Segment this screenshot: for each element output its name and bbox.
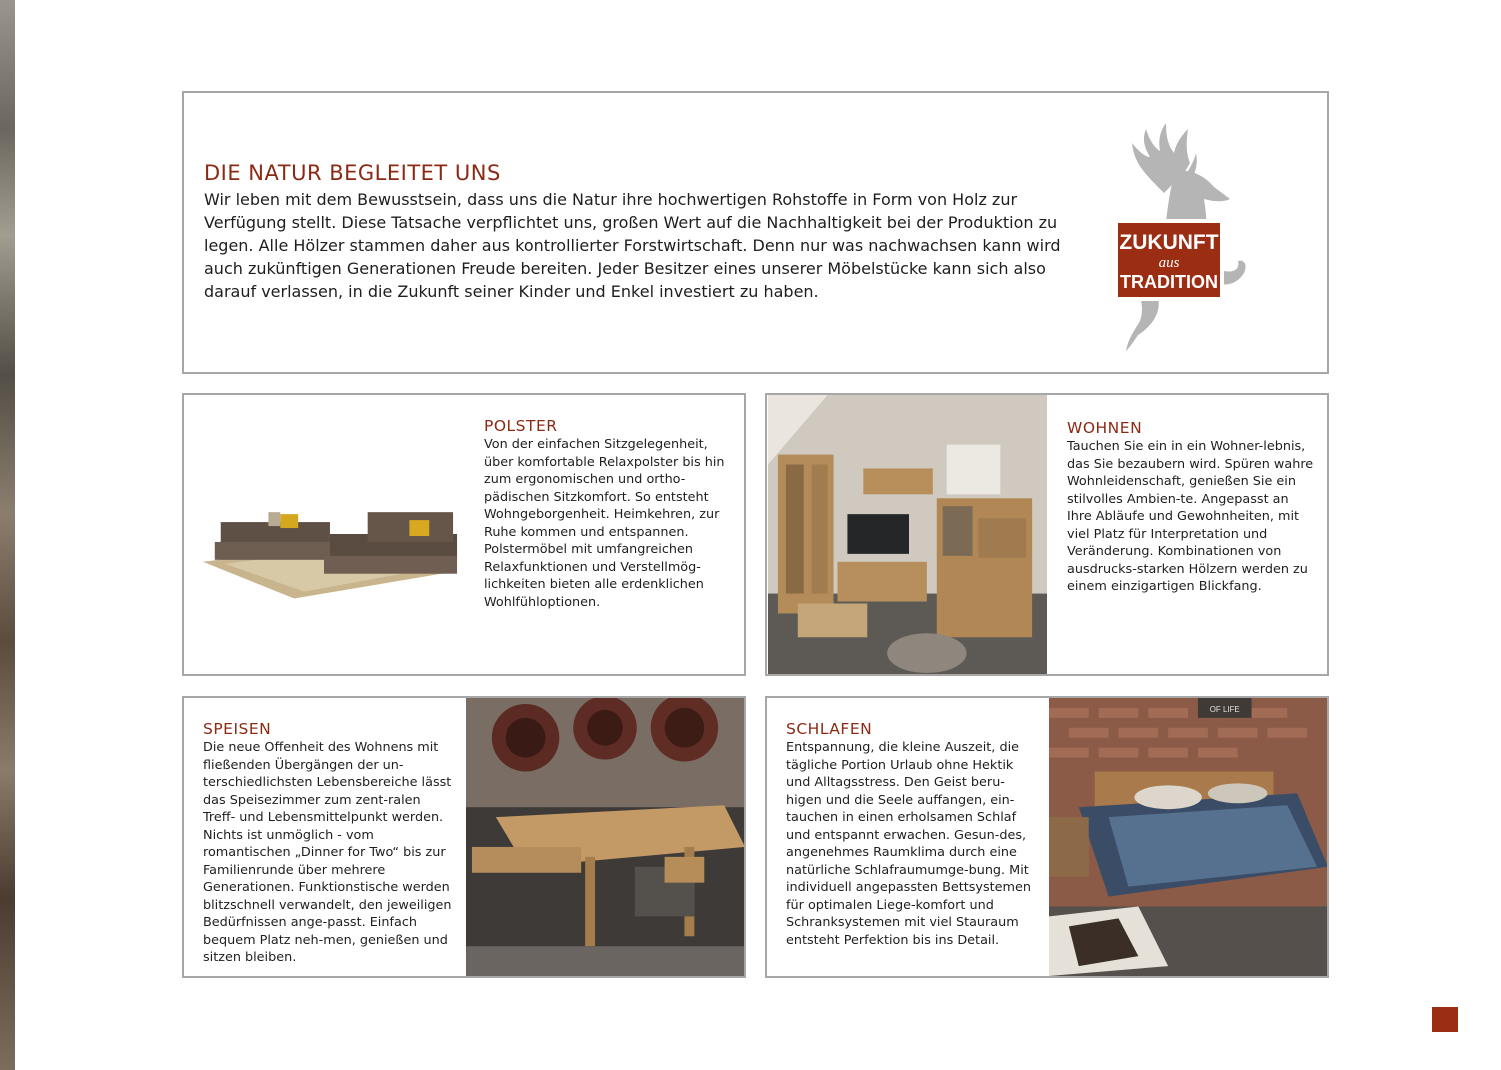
speisen-section [182, 696, 746, 978]
dining-photo [465, 698, 746, 976]
wohnen-text: Tauchen Sie ein in ein Wohner-lebnis, das Sie bezaubern wird. Spüren wahre Wohnleidenschaft, genießen Sie ein stilvolles Ambien-te. Angepasst an Ihre Abläufe und Gewohnheiten, mit viel Platz für Interpretation und Veränderung. Kombinationen von ausdrucks-starken Hölzern werden zu einem einzigartigen Blickfang. [1067, 439, 1314, 594]
schlafen-section [765, 696, 1329, 978]
schlafen-title: SCHLAFEN [786, 720, 873, 738]
intro-title: DIE NATUR BEGLEITET UNS [204, 161, 501, 185]
logo-line-zukunft: ZUKUNFT [1119, 231, 1219, 254]
wood-edge-decoration [0, 0, 15, 1070]
schlafen-text: Entspannung, die kleine Auszeit, die tägliche Portion Urlaub ohne Hektik und Alltagsstress. Den Geist beru-higen und die Seele auffangen, ein-tauchen in einen erholsamen Schlaf und entspannt erwachen. Gesun-des, angenehmes Raumklima durch eine natürliche Schlafraumumge-bung. Mit individuell angepassten Bettsystemen für optimalen Liege-komfort und Schranksystemen mit viel Stauraum entsteht Perfektion bis ins Detail. [786, 740, 1032, 948]
speisen-text: Die neue Offenheit des Wohnens mit fließenden Übergängen der un-terschiedlichsten Lebensbereiche lässt das Speisezimmer zum zent-ralen Treff- und Lebensmittelpunkt werden. Nichts ist unmöglich - vom romantischen „Dinner for Two“ bis zur Familienrunde über mehrere Generationen. Funktionstische werden blitzschnell verwandelt, den jeweiligen Bedürfnissen ange-passt. Einfach bequem Platz neh-men, genießen und sitzen bleiben. [203, 740, 452, 965]
polster-section [182, 393, 746, 676]
living-room-photo [767, 395, 1048, 674]
page-marker-square [1432, 1007, 1458, 1032]
wall-sign-text: OF LIFE [1209, 704, 1240, 714]
wohnen-section [765, 393, 1329, 676]
intro-box [182, 91, 1329, 374]
speisen-title: SPEISEN [203, 720, 272, 738]
sofa-photo [184, 395, 465, 674]
zukunft-aus-tradition-logo [1104, 113, 1264, 353]
wohnen-title: WOHNEN [1067, 419, 1143, 437]
intro-text: Wir leben mit dem Bewusstsein, dass uns die Natur ihre hochwertigen Rohstoffe in Form von Holz zur Verfügung stellt. Diese Tatsache verpflichtet uns, großen Wert auf die Nachhaltigkeit bei der Produktion zu legen. Alle Hölzer stammen daher aus kontrollierter Forstwirtschaft. Denn nur was nachwachsen kann wird auch zukünftigen Generationen Freude bereiten. Jeder Besitzer eines unserer Möbelstücke kann sich also darauf verlassen, in die Zukunft seiner Kinder und Enkel investiert zu haben. [204, 190, 1061, 301]
bedroom-photo [1048, 698, 1329, 976]
logo-line-tradition: TRADITION [1120, 272, 1218, 292]
polster-text: Von der einfachen Sitzgelegenheit, über komfortable Relaxpolster bis hin zum ergonomischen und ortho-pädischen Sitzkomfort. So entsteht Wohngeborgenheit. Heimkehren, zur Ruhe kommen und entspannen. Polstermöbel mit umfangreichen Relaxfunktionen und Verstellmög-lichkeiten bieten alle erdenklichen Wohlfühloptionen. [484, 437, 725, 610]
logo-line-aus: aus [1158, 255, 1180, 271]
polster-title: POLSTER [484, 417, 558, 435]
